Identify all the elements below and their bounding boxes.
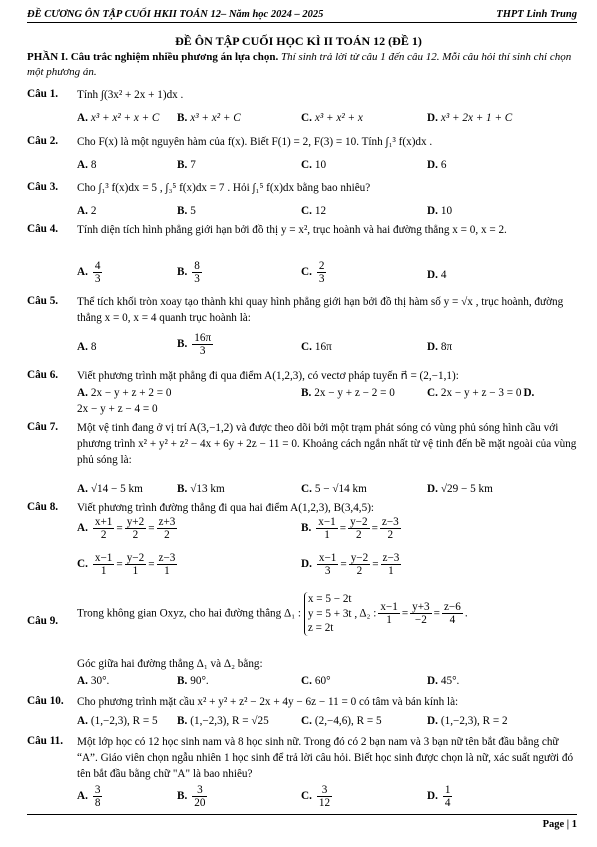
option-c[interactable]: C. 60°	[301, 675, 331, 687]
option-c[interactable]: C. 12	[301, 205, 327, 217]
option-c[interactable]: C. 10	[301, 159, 327, 171]
question-number: Câu 6.	[27, 369, 59, 381]
exam-title: ĐỀ ÔN TẬP CUỐI HỌC KÌ II TOÁN 12 (ĐỀ 1)	[175, 34, 422, 48]
question-text: Thể tích khối tròn xoay tạo thành khi quay hình phẳng giới hạn bởi đồ thị hàm số y = √x , trục hoành, đường thẳng x = 0, x = 4 quanh trục hoành là:	[77, 296, 564, 325]
option-b[interactable]: B. 7	[177, 159, 196, 171]
header-left: ĐỀ CƯƠNG ÔN TẬP CUỐI HKII TOÁN 12– Năm học 2024 – 2025	[27, 9, 324, 20]
footer-divider	[27, 814, 577, 815]
option-b[interactable]: B. √13 km	[177, 483, 225, 495]
option-c[interactable]: C. x³ + x² + x	[301, 112, 363, 124]
option-d[interactable]: D. 4	[427, 269, 447, 281]
system-brace: x = 5 − 2t y = 5 + 3t , z = 2t	[304, 592, 357, 636]
option-d[interactable]: D. (1,−2,3), R = 2	[427, 715, 508, 727]
option-a[interactable]: A. 8	[77, 159, 97, 171]
question-text: Viết phương trình đường thẳng đi qua hai điểm A(1,2,3), B(3,4,5):	[77, 502, 375, 514]
option-d[interactable]: 2x − y + z − 4 = 0	[77, 403, 158, 415]
option-d[interactable]: D. 45°.	[427, 675, 460, 687]
question-number: Câu 9.	[27, 615, 59, 627]
question-3	[27, 180, 577, 220]
part-note: Thí sinh trả lời từ câu 1 đến câu 12. Mỗi câu hỏi thí sinh chỉ chọn một phương án.	[27, 51, 572, 78]
question-number: Câu 7.	[27, 421, 59, 433]
question-number: Câu 1.	[27, 88, 59, 100]
option-b[interactable]: B. 90°.	[177, 675, 209, 687]
question-text: Cho phương trình mặt cầu x² + y² + z² − 2x + 4y − 6z − 11 = 0 có tâm và bán kính là:	[77, 696, 459, 708]
option-a[interactable]: A. 30°.	[77, 675, 110, 687]
option-a[interactable]: A. $\frac{x+1}{2}$ = $\frac{y+2}{2}$ = $\frac{z+3}{2}$	[77, 516, 176, 542]
option-c[interactable]: C. 16π	[301, 341, 332, 353]
question-6	[27, 368, 577, 424]
option-d[interactable]: D. $\frac{1}{4}$	[427, 784, 451, 810]
question-text: Một lớp học có 12 học sinh nam và 8 học sinh nữ. Trong đó có 2 bạn nam và 3 bạn nữ tên bắt đầu bằng chữ “A”. Giáo viên chọn ngẫu nhiên 1 học sinh để trả lời câu hỏi. Biết học sinh được chọn là nữ, xác suất người đó tên bắt đầu bằng chữ "A" là bao nhiêu?	[77, 736, 574, 781]
option-c[interactable]: C. 2x − y + z − 3 = 0 D.	[427, 387, 535, 399]
question-text: Trong không gian Oxyz, cho hai đường thẳng Δ₁ : x = 5 − 2t y = 5 + 3t , z = 2t Δ₂ : $\frac{x-1}{1}$ = $\frac{y+3}{-2}$ = $\frac{z-6}{4}$ .	[77, 593, 468, 635]
part-heading: PHẦN I. Câu trắc nghiệm nhiều phương án lựa chọn.	[27, 51, 279, 63]
option-c[interactable]: C. (2,−4,6), R = 5	[301, 715, 382, 727]
question-10	[27, 694, 577, 732]
question-5	[27, 294, 577, 364]
option-a[interactable]: A. 2	[77, 205, 97, 217]
question-7	[27, 420, 577, 496]
question-number: Câu 5.	[27, 295, 59, 307]
option-d[interactable]: D. x³ + 2x + 1 + C	[427, 112, 513, 124]
part-instructions	[27, 50, 577, 80]
option-d[interactable]: D. $\frac{x-1}{3}$ = $\frac{y-2}{2}$ = $\frac{z-3}{1}$	[301, 552, 400, 578]
question-8	[27, 500, 577, 584]
option-c[interactable]: C. $\frac{x-1}{1}$ = $\frac{y-2}{1}$ = $\frac{z-3}{1}$	[77, 552, 176, 578]
header-right: THPT Linh Trung	[496, 9, 577, 20]
option-b[interactable]: B. 2x − y + z − 2 = 0	[301, 387, 395, 399]
option-c[interactable]: C. 5 − √14 km	[301, 483, 367, 495]
question-text: Cho ∫₁³ f(x)dx = 5 , ∫₃⁵ f(x)dx = 7 . Hỏi ∫₁⁵ f(x)dx bằng bao nhiêu?	[77, 182, 371, 194]
question-number: Câu 4.	[27, 223, 59, 235]
question-number: Câu 2.	[27, 135, 59, 147]
option-b[interactable]: B. $\frac{3}{20}$	[177, 784, 206, 810]
option-c[interactable]: C. $\frac{3}{12}$	[301, 784, 331, 810]
option-b[interactable]: B. $\frac{16\pi}{3}$	[177, 332, 212, 358]
question-number: Câu 10.	[27, 695, 64, 707]
question-text: Tính diện tích hình phẳng giới hạn bởi đồ thị y = x², trục hoành và hai đường thẳng x = 0, x = 2.	[77, 224, 507, 236]
question-11	[27, 734, 577, 814]
option-d[interactable]: D. 10	[427, 205, 453, 217]
page-number: Page | 1	[542, 819, 577, 830]
option-b[interactable]: B. $\frac{x-1}{1}$ = $\frac{y-2}{2}$ = $\frac{z-3}{2}$	[301, 516, 399, 542]
option-a[interactable]: A. $\frac{4}{3}$	[77, 260, 101, 286]
option-d[interactable]: D. 8π	[427, 341, 453, 353]
question-number: Câu 11.	[27, 735, 64, 747]
option-d[interactable]: D. 6	[427, 159, 447, 171]
option-b[interactable]: B. x³ + x² + C	[177, 112, 241, 124]
option-b[interactable]: B. 5	[177, 205, 196, 217]
question-text: Tính ∫(3x² + 2x + 1)dx .	[77, 89, 184, 101]
option-a[interactable]: A. x³ + x² + x + C	[77, 112, 160, 124]
option-c[interactable]: C. $\frac{2}{3}$	[301, 260, 325, 286]
page-header	[27, 6, 577, 23]
option-a[interactable]: A. 2x − y + z + 2 = 0	[77, 387, 172, 399]
question-text: Một vệ tinh đang ở vị trí A(3,−1,2) và được theo dõi bởi một trạm phát sóng có vùng phủ sóng hình cầu với phương trình x² + y² + z² − 4x + 6y + 2z − 11 = 0. Khoảng cách ngắn nhất từ vệ tinh đến bề mặt ngoài của vùng phủ sóng là:	[77, 422, 577, 467]
option-a[interactable]: A. 8	[77, 341, 97, 353]
question-9	[27, 592, 577, 692]
option-d[interactable]: D. √29 − 5 km	[427, 483, 493, 495]
question-text: Viết phương trình mặt phẳng đi qua điểm A(1,2,3), có vectơ pháp tuyến n⃗ = (2,−1,1):	[77, 370, 459, 382]
question-number: Câu 3.	[27, 181, 59, 193]
option-a[interactable]: A. √14 − 5 km	[77, 483, 143, 495]
question-text: Cho F(x) là một nguyên hàm của f(x). Biết F(1) = 2, F(3) = 10. Tính ∫₁³ f(x)dx .	[77, 136, 433, 148]
option-a[interactable]: A. $\frac{3}{8}$	[77, 784, 101, 810]
option-b[interactable]: B. $\frac{8}{3}$	[177, 260, 200, 286]
option-a[interactable]: A. (1,−2,3), R = 5	[77, 715, 158, 727]
question-number: Câu 8.	[27, 501, 59, 513]
question-subtext: Góc giữa hai đường thẳng Δ₁ và Δ₂ bằng:	[77, 658, 263, 670]
option-b[interactable]: B. (1,−2,3), R = √25	[177, 715, 269, 727]
question-1	[27, 87, 577, 127]
question-4	[27, 222, 577, 292]
question-2	[27, 134, 577, 174]
